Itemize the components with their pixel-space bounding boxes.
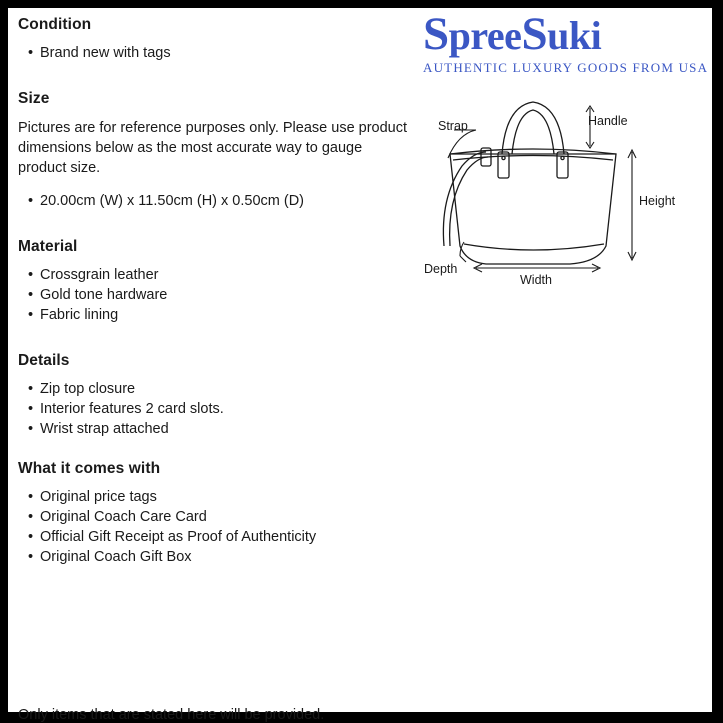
product-description [18, 16, 418, 568]
list-item: • Original Coach Gift Box [40, 548, 418, 568]
list-item: • Brand new with tags [40, 44, 418, 64]
list-item: • Crossgrain leather [40, 266, 418, 286]
bag-illustration [420, 86, 710, 296]
heading-comes-with: What it comes with [18, 460, 161, 477]
list-size [18, 192, 418, 212]
list-details [18, 380, 418, 440]
diagram-label-depth: Depth [424, 262, 458, 276]
list-item: • Fabric lining [40, 306, 418, 326]
spacer [18, 178, 418, 192]
spacer [18, 326, 418, 352]
spacer [18, 64, 418, 90]
list-material [18, 266, 418, 326]
list-item: • Original price tags [40, 488, 418, 508]
heading-condition: Condition [18, 16, 92, 33]
diagram-label-width: Width [520, 273, 552, 287]
list-comes-with [18, 488, 418, 568]
list-item: • Wrist strap attached [40, 420, 418, 440]
diagram-label-height: Height [639, 194, 676, 208]
brand-name: SpreeSuki [423, 8, 602, 60]
list-item: • Interior features 2 card slots. [40, 400, 418, 420]
diagram-label-strap: Strap [438, 119, 468, 133]
list-item: • Official Gift Receipt as Proof of Authenticity [40, 528, 418, 548]
list-item: • 20.00cm (W) x 11.50cm (H) x 0.50cm (D) [40, 192, 418, 212]
heading-size: Size [18, 90, 50, 107]
footer-note: Only items that are stated here will be provided. [18, 707, 325, 723]
brand-tagline: AUTHENTIC LUXURY GOODS FROM USA [423, 60, 709, 75]
brand-logo [423, 8, 723, 76]
list-condition [18, 44, 418, 64]
list-item: • Zip top closure [40, 380, 418, 400]
heading-material: Material [18, 238, 78, 255]
size-note: Pictures are for reference purposes only. Please use product dimensions below as the most accurate way to gauge product size. [18, 120, 408, 176]
document-page [8, 8, 712, 723]
spacer [18, 212, 418, 238]
spacer [18, 440, 418, 460]
heading-details: Details [18, 352, 70, 369]
list-item: • Original Coach Care Card [40, 508, 418, 528]
bag-dimension-diagram [420, 86, 710, 296]
diagram-label-handle: Handle [588, 114, 628, 128]
list-item: • Gold tone hardware [40, 286, 418, 306]
